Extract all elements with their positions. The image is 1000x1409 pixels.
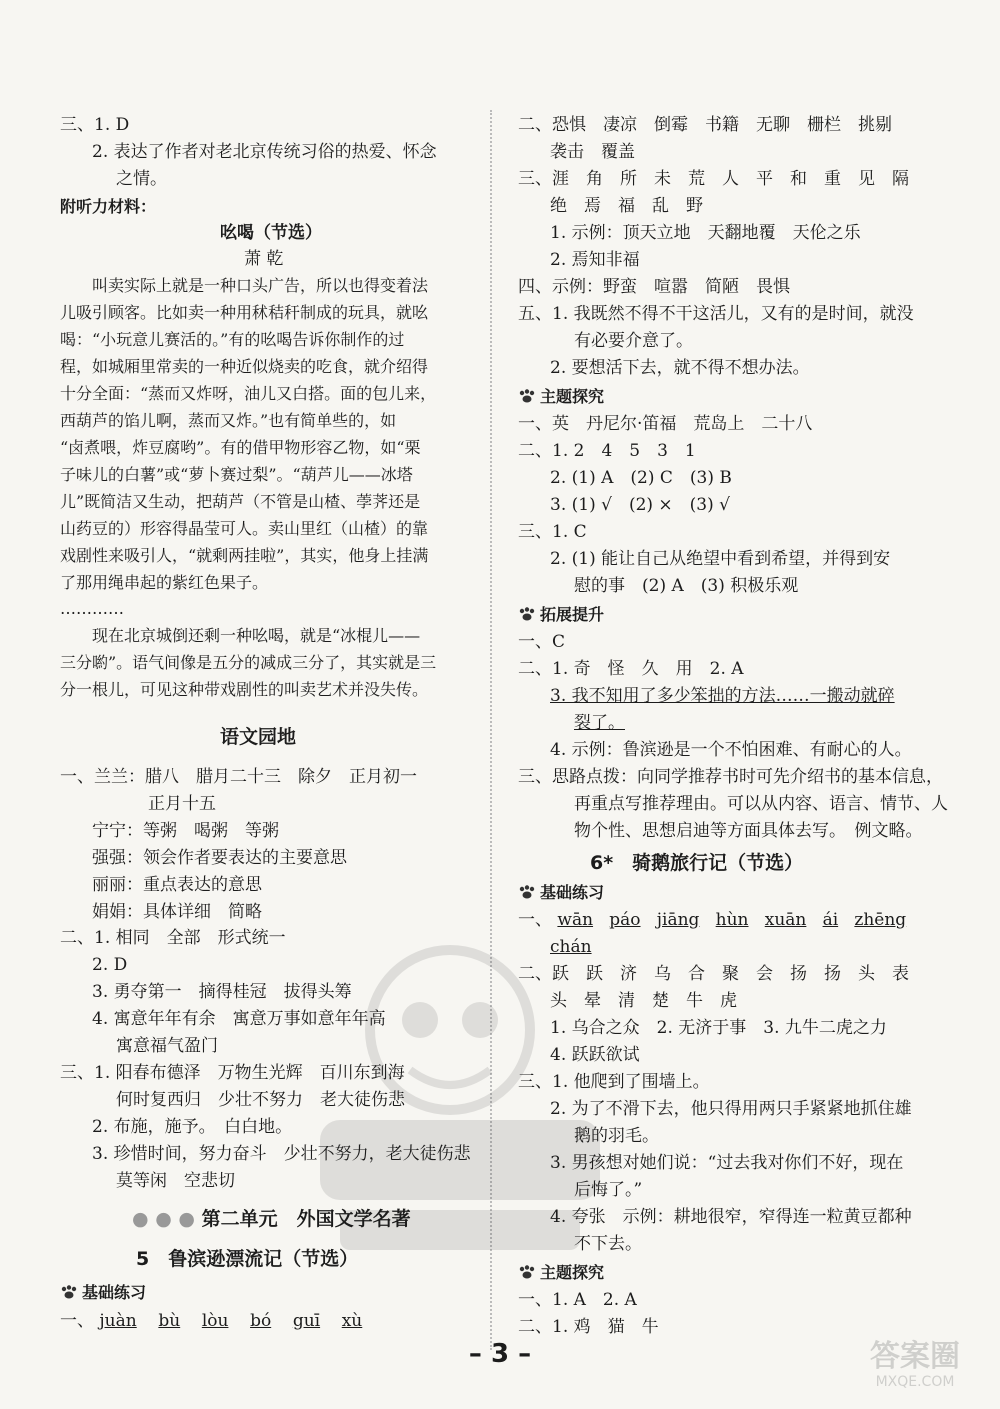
answer-line: 头 晕 清 楚 牛 虎 [550,991,737,1011]
pinyin-item: wān [557,910,594,930]
answer-line: 2. 为了不滑下去，他只得用两只手紧紧地抓住雄 [550,1099,912,1119]
passage-line: 分一根儿，可见这种带戏剧性的叫卖艺术并没失传。 [60,680,429,699]
lesson-title: 6* 骑鹅旅行记（节选） [590,852,804,874]
answer-line: 袭击 覆盖 [550,142,635,162]
answer-line: 2. 表达了作者对老北京传统习俗的热爱、怀念 [92,142,437,162]
answer-line: 有必要介意了。 [574,331,693,351]
pinyin-item: lòu [201,1311,229,1331]
passage-line: 三分喲”。语气间像是五分的减成三分了，其实就是三 [60,653,437,672]
answer-line: 2. (1) A (2) C (3) B [550,468,732,488]
answer-line: 3. 勇夺第一 摘得桂冠 拔得头筹 [92,982,352,1002]
pinyin-item: bù [158,1311,181,1331]
listening-title: 吆喝（节选） [220,223,322,243]
answer-line: 三、1. D [60,115,130,135]
answer-line: 2. 焉知非福 [550,250,640,270]
answer-line: 3. 珍惜时间，努力奋斗 少壮不努力，老大徒伤悲 [92,1144,471,1164]
answer-line: 正月十五 [148,794,216,814]
passage-line: 儿吸引顾客。比如卖一种用秫秸秆制成的玩具，就吆 [60,303,429,322]
watermark-logo: 答案圈 MXQE.COM [870,1339,960,1390]
answer-line: 3. (1) √ (2) × (3) √ [550,495,730,515]
passage-line: 戏剧性来吸引人，“就剩两挂啦”，其实，他身上挂满 [60,546,429,565]
answer-line: 不下去。 [574,1234,642,1254]
paw-icon [518,881,536,895]
page-number: – 3 – [468,1339,532,1369]
answer-line: 再重点写推荐理由。可以从内容、语言、情节、人 [574,794,948,814]
answer-line: 1. 乌合之众 2. 无济于事 3. 九牛二虎之力 [550,1018,887,1038]
answer-line: 三、思路点拨：向同学推荐书时可先介绍书的基本信息， [518,767,943,787]
pinyin-item: hùn [715,910,749,930]
passage-line: 了那用绳串起的紫红色果子。 [60,573,269,592]
pinyin-item: zhēng [854,910,907,930]
paw-icon [518,1261,536,1275]
answer-line: 之情。 [116,169,167,189]
pinyin-item: guī [292,1311,321,1331]
pinyin-row [550,934,592,960]
answer-line: 二、跃 跃 济 乌 合 聚 会 扬 扬 头 表 [518,964,909,984]
answer-line: 二、1. 鸡 猫 牛 [518,1317,659,1337]
answer-line: 三、1. 他爬到了围墙上。 [518,1072,710,1092]
paw-icon [518,603,536,617]
paw-icon [518,385,536,399]
section-label-theme: 主题探究 [518,384,604,410]
answer-line: 丽丽：重点表达的意思 [92,875,262,895]
answer-line: 4. 示例：鲁滨逊是一个不怕困难、有耐心的人。 [550,740,912,760]
answer-line: 3. 我不知用了多少笨拙的方法……一搬动就碎 [550,686,895,706]
answer-line: 一、英 丹尼尔·笛福 荒岛上 二十八 [518,414,813,434]
passage-ellipsis: ………… [60,599,124,618]
pinyin-item: xuān [764,910,807,930]
pinyin-item: bó [250,1311,272,1331]
answer-line: 物个性、思想启迪等方面具体去写。 例文略。 [574,821,923,841]
dots-icon: ● ● ● [132,1208,195,1230]
answer-line: 一、兰兰：腊八 腊月二十三 除夕 正月初一 [60,767,417,787]
answer-line: 宁宁：等粥 喝粥 等粥 [92,821,279,841]
listening-material-label: 附听力材料： [60,197,157,216]
section-label-basic: 基础练习 [518,880,604,906]
answer-line: 娟娟：具体详细 简略 [92,902,262,922]
pinyin-item: juàn [99,1311,137,1331]
answer-line: 慰的事 (2) A (3) 积极乐观 [574,576,799,596]
answer-line: 何时复西归 少壮不努力 老大徒伤悲 [116,1090,405,1110]
passage-line: 现在北京城倒还剩一种吆喝，就是“冰棍儿—— [92,626,421,645]
pinyin-row: 一、 juàn bù lòu bó guī xù [60,1311,363,1331]
answer-line: 3. 男孩想对她们说：“过去我对你们不好，现在 [550,1153,904,1173]
answer-line: 二、1. 奇 怪 久 用 2. A [518,659,744,679]
section-label-theme: 主题探究 [518,1260,604,1286]
answer-line: 五、1. 我既然不得不干这活儿，又有的是时间，就没 [518,304,914,324]
answer-line: 4. 夸张 示例：耕地很窄，窄得连一粒黄豆都种 [550,1207,912,1227]
answer-line: 鹅的羽毛。 [574,1126,659,1146]
passage-line: 西葫芦的馅儿啊，蒸而又炸。”也有简单些的，如 [60,411,397,430]
section-label-basic: 基础练习 [60,1280,146,1306]
answer-line: 三、涯 角 所 未 荒 人 平 和 重 见 隔 [518,169,909,189]
answer-line: 裂了。 [574,713,625,733]
answer-line: 四、示例：野蛮 喧嚣 简陋 畏惧 [518,277,790,297]
answer-line: 寓意福气盈门 [116,1036,218,1056]
answer-line: 2. D [92,955,128,975]
passage-line: 喝：“小玩意儿赛活的。”有的吆喝告诉你制作的过 [60,330,405,349]
answer-line: 二、1. 2 4 5 3 1 [518,441,696,461]
passage-line: 山药豆的）形容得晶莹可人。卖山里红（山楂）的靠 [60,519,429,538]
section-title-garden: 语文园地 [220,726,297,748]
passage-line: “卤煮喂，炸豆腐哟”。有的借甲物形容乙物，如“栗 [60,438,421,457]
lesson-title: 5 鲁滨逊漂流记（节选） [136,1248,359,1270]
passage-line: 程，如城厢里常卖的一种近似烧卖的吃食，就介绍得 [60,357,429,376]
paw-icon [60,1281,78,1295]
answer-line: 一、1. A 2. A [518,1290,637,1310]
answer-line: 绝 焉 福 乱 野 [550,196,703,216]
passage-line: 子味儿的白薯”或“萝卜赛过梨”。“葫芦儿——冰塔 [60,465,413,484]
answer-line: 一、C [518,632,566,652]
pinyin-item: xù [341,1311,363,1331]
passage-line: 叫卖实际上就是一种口头广告，所以也得变着法 [92,276,429,295]
answer-line: 二、1. 相同 全部 形式统一 [60,928,286,948]
answer-line: 二、恐惧 凄凉 倒霉 书籍 无聊 栅栏 挑剔 [518,115,892,135]
unit-title: ● ● ● 第二单元 外国文学名著 [132,1208,411,1230]
answer-line: 4. 跃跃欲试 [550,1045,640,1065]
answer-line: 4. 寓意年年有余 寓意万事如意年年高 [92,1009,386,1029]
answer-line: 后悔了。” [574,1180,643,1200]
pinyin-item: ái [822,910,839,930]
answer-line: 1. 示例：顶天立地 天翻地覆 天伦之乐 [550,223,861,243]
pinyin-item: jiāng [656,910,700,930]
answer-line: 2. 要想活下去，就不得不想办法。 [550,358,810,378]
section-label-extend: 拓展提升 [518,602,604,628]
answer-line: 强强：领会作者要表达的主要意思 [92,848,347,868]
passage-line: 十分全面：“蒸而又炸呀，油儿又白搭。面的包儿来， [60,384,437,403]
answer-line: 三、1. C [518,522,587,542]
passage-line: 儿”既简洁又生动，把葫芦（不管是山楂、荸荠还是 [60,492,421,511]
answer-line: 三、1. 阳春布德泽 万物生光辉 百川东到海 [60,1063,405,1083]
answer-line: 莫等闲 空悲切 [116,1171,235,1191]
pinyin-row: 一、 wān páo jiāng hùn xuān ái zhēng [518,910,907,930]
pinyin-item: chán [550,937,592,957]
answer-line: 2. 布施，施予。 白白地。 [92,1117,293,1137]
answer-line: 2. (1) 能让自己从绝望中看到希望，并得到安 [550,549,891,569]
pinyin-item: páo [609,910,641,930]
listening-author: 萧 乾 [244,249,284,269]
